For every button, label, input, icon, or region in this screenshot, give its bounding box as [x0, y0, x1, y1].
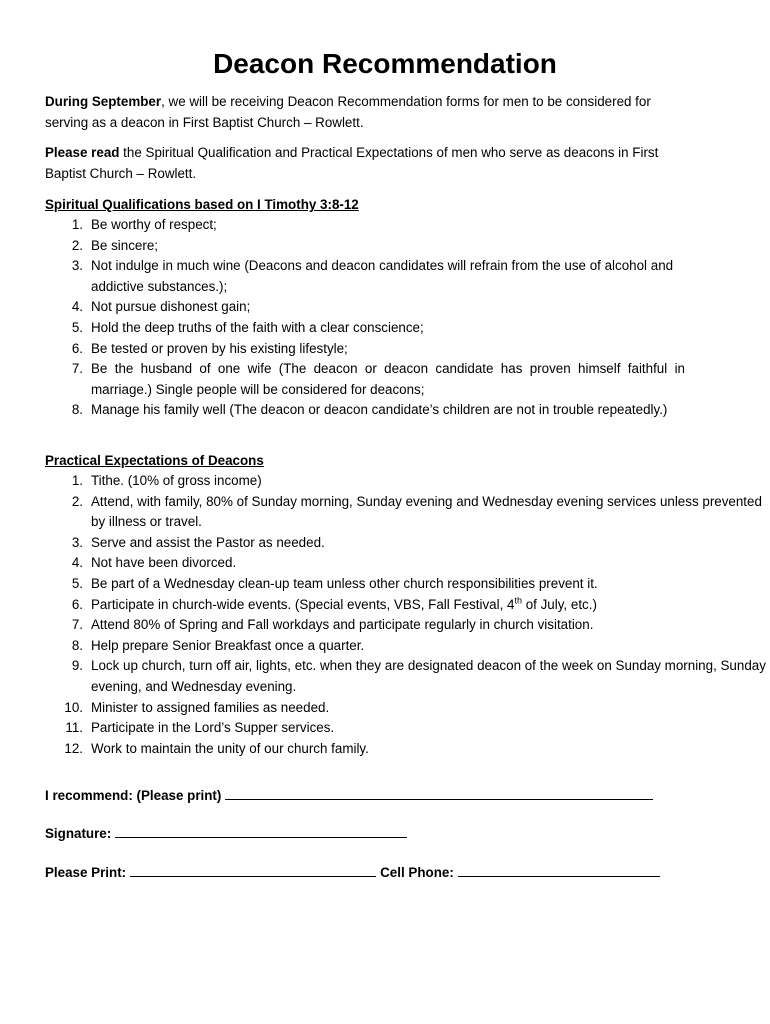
- list-item-number: 12.: [64, 740, 83, 756]
- signature-label: Signature:: [45, 826, 112, 841]
- list-item: [45, 615, 770, 636]
- signature-line[interactable]: [115, 824, 407, 838]
- list-item: [45, 400, 685, 421]
- list-item-number: 3.: [71, 534, 83, 550]
- list-item-text: Hold the deep truths of the faith with a clear conscience;: [91, 319, 424, 335]
- practical-list: [45, 471, 766, 759]
- read-note-bold-lead: Please read: [45, 145, 120, 160]
- intro-bold-lead: During September: [45, 94, 162, 109]
- practical-heading: Practical Expectations of Deacons: [45, 453, 264, 468]
- signature-row: [45, 824, 407, 844]
- list-item-number: 11.: [65, 720, 83, 736]
- list-item-number: 9.: [71, 658, 83, 674]
- list-item-text: Tithe. (10% of gross income): [91, 473, 262, 488]
- cell-phone-line[interactable]: [458, 863, 660, 877]
- intro-text: , we will be receiving Deacon Recommendation forms for men to be considered for serving as a deacon in First Baptist Church – Rowlett.: [45, 94, 651, 130]
- list-item-text: Be part of a Wednesday clean-up team unless other church responsibilities prevent it.: [91, 575, 598, 591]
- list-item-number: 5.: [71, 575, 83, 591]
- page-title: Deacon Recommendation: [213, 48, 557, 79]
- list-item-text: Manage his family well (The deacon or deacon candidate’s children are not in trouble repeatedly.): [91, 402, 668, 418]
- list-item: [45, 718, 770, 739]
- list-item-text: Attend, with family, 80% of Sunday morning, Sunday evening and Wednesday evening services unless prevented by illness or travel.: [91, 493, 762, 530]
- list-item-number: 2.: [71, 237, 83, 253]
- list-item-number: 2.: [71, 493, 83, 509]
- list-item-number: 3.: [71, 258, 83, 274]
- list-item: [45, 297, 685, 318]
- list-item-number: 5.: [71, 319, 83, 335]
- list-item: [45, 698, 770, 719]
- list-item: [45, 339, 685, 360]
- list-item-text: Be sincere;: [91, 237, 158, 253]
- print-label: Please Print:: [45, 865, 127, 880]
- ordinal-suffix: th: [514, 595, 522, 606]
- list-item: [45, 471, 770, 492]
- recommend-name-line[interactable]: [225, 786, 653, 800]
- list-item-number: 7.: [71, 617, 83, 633]
- list-item: [45, 256, 685, 297]
- list-item: [45, 595, 770, 616]
- list-item: [45, 574, 770, 595]
- list-item-text: Be the husband of one wife (The deacon or deacon candidate has proven himself faithful in marriage.) Single people will be considered for deacons;: [91, 361, 685, 397]
- phone-label: Cell Phone:: [380, 865, 454, 880]
- list-item-text: Help prepare Senior Breakfast once a quarter.: [91, 637, 365, 653]
- list-item-text: Lock up church, turn off air, lights, etc. when they are designated deacon of the week on Sunday morning, Sunday evening, and Wednesday evening.: [91, 658, 766, 694]
- spiritual-heading: Spiritual Qualifications based on I Timothy 3:8-12: [45, 197, 359, 212]
- print-name-line[interactable]: [130, 863, 376, 877]
- list-item-text: Not pursue dishonest gain;: [91, 299, 251, 315]
- list-item: [45, 492, 770, 533]
- list-item-text: Serve and assist the Pastor as needed.: [91, 534, 325, 550]
- recommend-row: [45, 786, 653, 806]
- list-item: [45, 318, 685, 339]
- intro-paragraph: [45, 92, 685, 133]
- read-note-text: the Spiritual Qualification and Practical Expectations of men who serve as deacons in First Baptist Church – Rowlett.: [45, 145, 659, 181]
- list-item-number: 7.: [71, 361, 83, 377]
- list-item-number: 8.: [71, 402, 83, 418]
- list-item-text: Be worthy of respect;: [91, 217, 217, 232]
- list-item: [45, 236, 685, 257]
- list-item: [45, 656, 770, 697]
- list-item: [45, 636, 770, 657]
- list-item-text: Be tested or proven by his existing lifestyle;: [91, 340, 348, 356]
- list-item-text: Attend 80% of Spring and Fall workdays and participate regularly in church visitation.: [91, 617, 594, 633]
- spiritual-list: [45, 215, 685, 421]
- list-item: [45, 739, 770, 760]
- list-item: [45, 533, 770, 554]
- list-item-text: Not have been divorced.: [91, 555, 237, 571]
- list-item-text: Minister to assigned families as needed.: [91, 699, 330, 715]
- list-item-number: 8.: [71, 637, 83, 653]
- list-item-text-after: of July, etc.): [522, 596, 597, 612]
- list-item: [45, 215, 685, 236]
- list-item-text: Participate in the Lord’s Supper services.: [91, 720, 335, 736]
- list-item-text-before: Participate in church-wide events. (Special events, VBS, Fall Festival, 4: [91, 596, 515, 612]
- list-item: [45, 359, 685, 400]
- list-item-text: Not indulge in much wine (Deacons and deacon candidates will refrain from the use of alcohol and addictive substances.);: [91, 258, 674, 294]
- list-item-number: 1.: [71, 217, 83, 232]
- list-item-number: 6.: [71, 596, 83, 612]
- print-phone-row: [45, 863, 660, 883]
- list-item-number: 4.: [71, 555, 83, 571]
- list-item: [45, 553, 770, 574]
- list-item-text: Work to maintain the unity of our church family.: [91, 740, 369, 756]
- recommend-label: I recommend: (Please print): [45, 788, 222, 803]
- read-note-paragraph: [45, 143, 685, 184]
- list-item-number: 1.: [71, 473, 83, 488]
- list-item-number: 4.: [71, 299, 83, 315]
- list-item-number: 10.: [64, 699, 83, 715]
- list-item-number: 6.: [71, 340, 83, 356]
